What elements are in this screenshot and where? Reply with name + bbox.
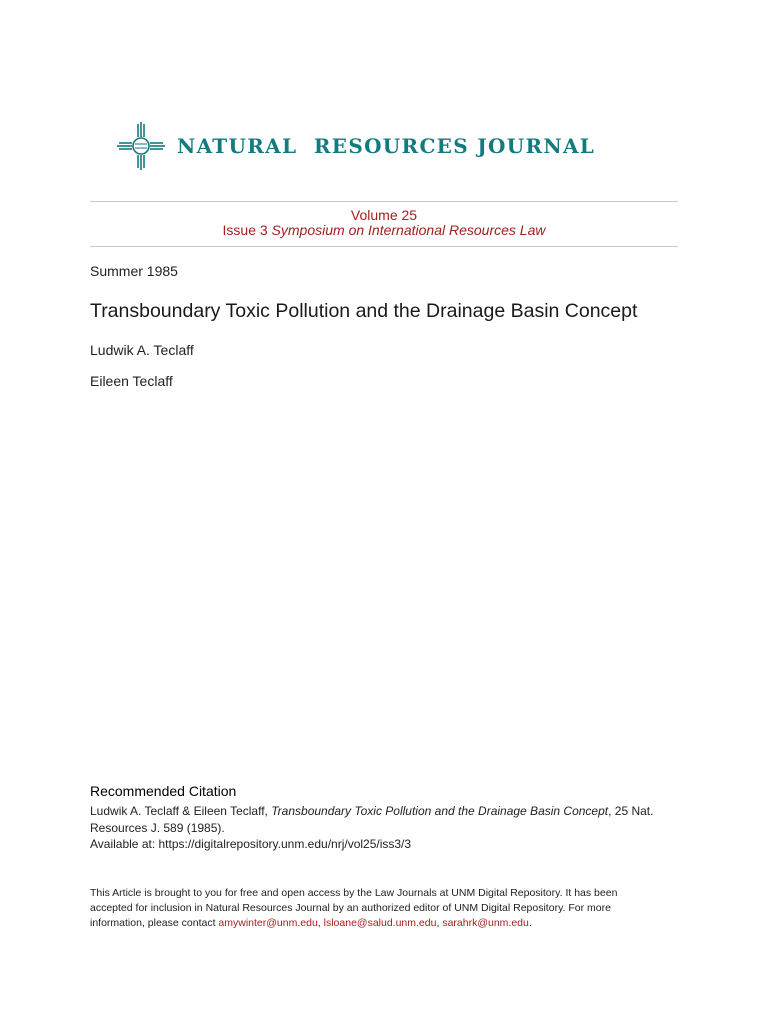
- citation-text: [90, 803, 690, 853]
- volume-link[interactable]: Volume 25: [350, 207, 418, 223]
- citation-reference-cont: Resources J. 589 (1985).: [90, 820, 225, 835]
- email-link[interactable]: amywinter@unm.edu: [218, 917, 318, 929]
- recommended-citation: [90, 783, 690, 853]
- footer-text: This Article is brought to you for free and open access by the Law Journals at UNM Digital Repository. It has been: [90, 887, 618, 899]
- top-divider: [90, 201, 678, 202]
- zia-sun-symbol-icon: [117, 122, 165, 170]
- issue-link[interactable]: [90, 223, 678, 238]
- footer-text: information, please contact: [90, 917, 216, 929]
- issue-info: [90, 208, 678, 238]
- email-link[interactable]: sarahrk@unm.edu: [442, 917, 529, 929]
- footer-text: accepted for inclusion in Natural Resources Journal by an authorized editor of UNM Digital Repository. For more: [90, 902, 611, 914]
- citation-reference: , 25 Nat.: [608, 804, 654, 818]
- article-title: Transboundary Toxic Pollution and the Drainage Basin Concept: [90, 300, 638, 322]
- email-link[interactable]: lsloane@salud.unm.edu: [323, 917, 437, 929]
- footer-notice: [90, 886, 690, 931]
- footer-end: .: [528, 917, 532, 929]
- journal-name: NATURAL RESOURCES JOURNAL: [177, 134, 596, 158]
- citation-heading: Recommended Citation: [90, 783, 237, 799]
- citation-title: Transboundary Toxic Pollution and the Drainage Basin Concept: [271, 804, 609, 818]
- journal-logo[interactable]: [117, 121, 596, 171]
- email-separator: ,: [436, 917, 440, 929]
- author-name[interactable]: Ludwik A. Teclaff: [90, 342, 194, 358]
- bottom-divider: [90, 246, 678, 247]
- citation-url[interactable]: Available at: https://digitalrepository.unm.edu/nrj/vol25/iss3/3: [90, 837, 412, 851]
- email-separator: ,: [317, 917, 321, 929]
- citation-authors: Ludwik A. Teclaff & Eileen Teclaff,: [90, 804, 268, 818]
- issue-title: Symposium on International Resources Law: [271, 222, 546, 238]
- publication-date: Summer 1985: [90, 263, 178, 279]
- issue-label: Issue 3: [222, 222, 268, 238]
- author-name[interactable]: Eileen Teclaff: [90, 373, 173, 389]
